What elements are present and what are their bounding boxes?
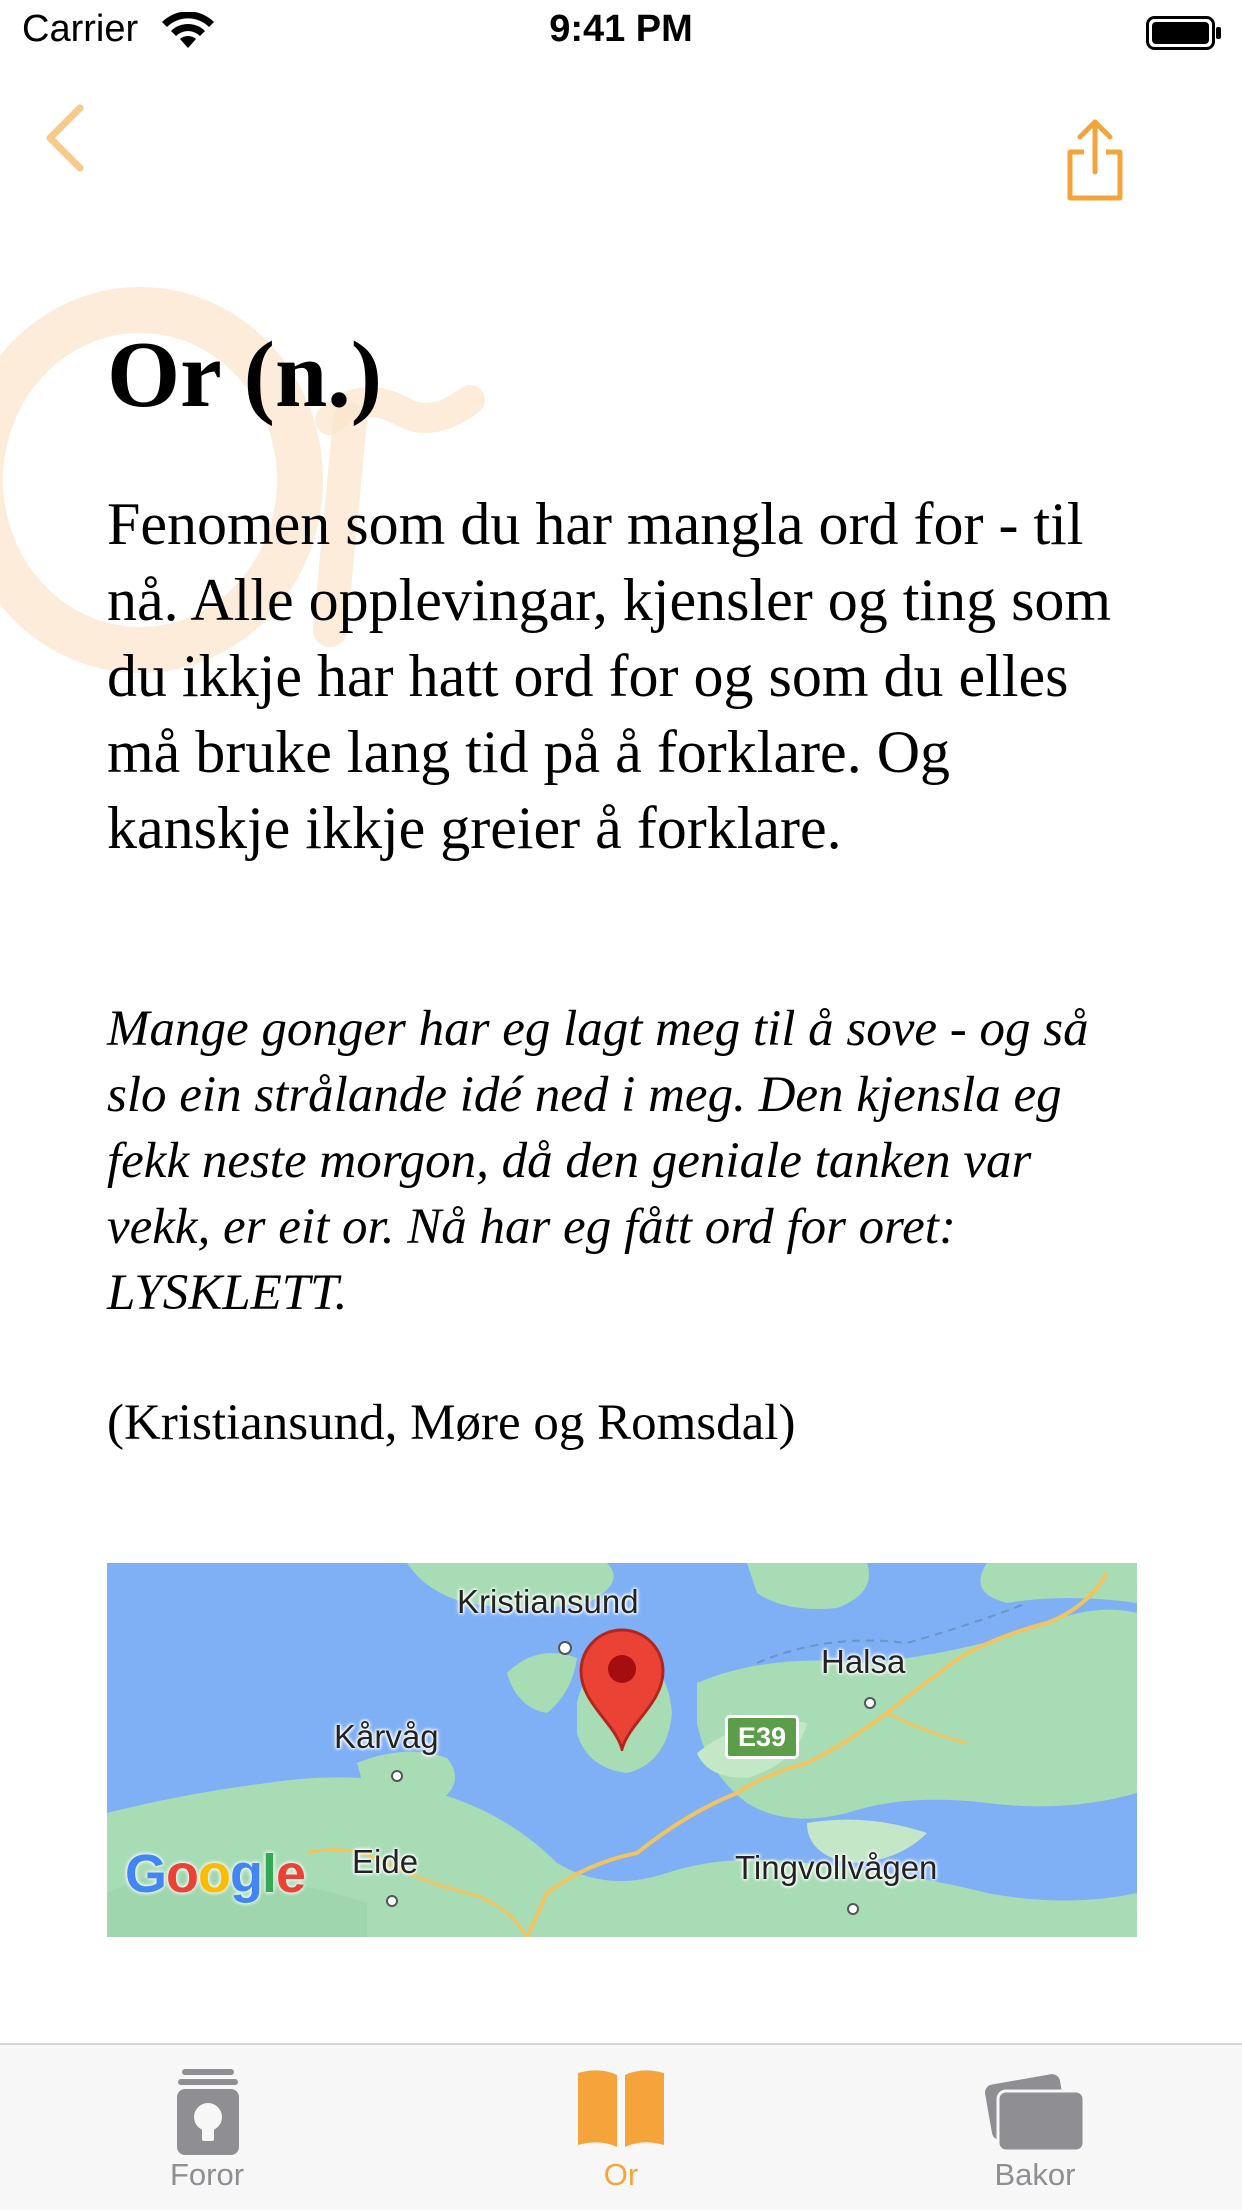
map-label-halsa: Halsa — [821, 1643, 906, 1680]
tab-foror[interactable] — [0, 2045, 414, 2210]
entry-example: Mange gonger har eg lagt meg til å sove - og så slo ein strålande idé ned i meg. Den kjensla eg fekk neste morgon, då den geniale tanken var vekk, er eit or. Nå har eg fått ord for oret: LYSKLETT. — [107, 1001, 1089, 1321]
road-badge-e39: E39 — [725, 1715, 799, 1759]
location-map[interactable] — [107, 1563, 1137, 1937]
tab-bakor[interactable] — [828, 2045, 1242, 2210]
share-button[interactable] — [1060, 116, 1130, 204]
entry-location: (Kristiansund, Møre og Romsdal) — [107, 1395, 796, 1451]
map-label-karvag: Kårvåg — [334, 1718, 439, 1755]
entry-definition: Fenomen som du har mangla ord for - til nå. Alle opplevingar, kjensler og ting som du ikkje har hatt ord for og som du elles må bruke lang tid på å forklare. Og kanskje ikkje greier å forklare. — [107, 491, 1112, 861]
tab-or[interactable] — [414, 2045, 828, 2210]
status-bar — [0, 0, 1242, 66]
tab-bar — [0, 2043, 1242, 2210]
google-logo: Google — [125, 1844, 306, 1904]
entry-title: Or (n.) — [107, 323, 383, 427]
tab-label-or: Or — [603, 2157, 639, 2192]
status-time: 9:41 PM — [549, 8, 693, 50]
map-label-tingvollvagen: Tingvollvågen — [735, 1849, 938, 1886]
back-button[interactable] — [38, 100, 98, 180]
map-label-kristiansund: Kristiansund — [457, 1583, 639, 1620]
open-book-icon — [414, 2061, 828, 2161]
tab-label-foror: Foror — [169, 2157, 245, 2192]
map-label-eide: Eide — [352, 1843, 419, 1880]
lightbulb-card-icon — [0, 2061, 414, 2161]
map-pin-icon — [577, 1627, 667, 1751]
carrier-label: Carrier — [22, 8, 139, 50]
battery-icon — [1146, 16, 1222, 50]
cards-stack-icon — [828, 2061, 1242, 2161]
tab-label-bakor: Bakor — [994, 2157, 1076, 2192]
